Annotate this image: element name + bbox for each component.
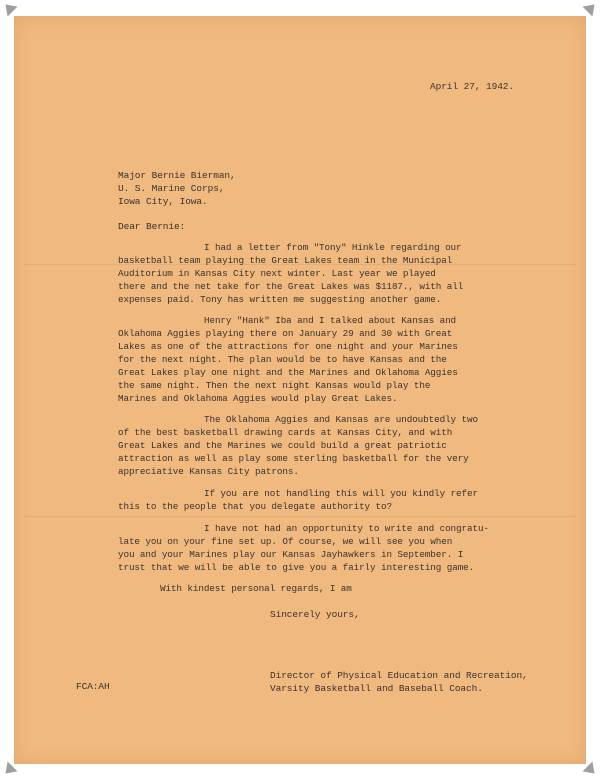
paragraph-line: Great Lakes play one night and the Marines and Oklahoma Aggies	[118, 367, 458, 378]
paper-fold	[24, 516, 576, 517]
letter-date: April 27, 1942.	[430, 81, 515, 92]
paragraph-line: Lakes as one of the attractions for one night and your Marines	[118, 341, 458, 352]
paragraph-line: this to the people that you delegate authority to?	[118, 501, 392, 512]
paragraph-line: I had a letter from "Tony" Hinkle regarding our	[204, 242, 462, 253]
paragraph-line: attraction as well as play some sterling basketball for the very	[118, 453, 469, 464]
crop-mark-top-right-icon	[583, 0, 600, 16]
letter-paper	[14, 16, 586, 764]
paragraph-line: there and the net take for the Great Lakes was $1187., with all	[118, 281, 464, 292]
paragraph-line: Oklahoma Aggies playing there on January 29 and 30 with Great	[118, 328, 453, 339]
paragraph-line: late you on your fine set up. Of course, we will see you when	[118, 536, 453, 547]
paragraph-line: Great Lakes and the Marines we could build a great patriotic	[118, 440, 447, 451]
paragraph-line: If you are not handling this will you kindly refer	[204, 488, 478, 499]
crop-mark-top-left-icon	[1, 0, 18, 16]
paragraph-line: expenses paid. Tony has written me suggesting another game.	[118, 294, 442, 305]
typist-initials: FCA:AH	[76, 681, 110, 692]
recipient-line: Major Bernie Bierman,	[118, 170, 236, 181]
recipient-line: U. S. Marine Corps,	[118, 183, 225, 194]
paragraph-line: Marines and Oklahoma Aggies would play Great Lakes.	[118, 393, 398, 404]
recipient-line: Iowa City, Iowa.	[118, 196, 208, 207]
paragraph-line: the same night. Then the next night Kansas would play the	[118, 380, 431, 391]
salutation: Dear Bernie:	[118, 221, 186, 232]
paragraph-line: you and your Marines play our Kansas Jayhawkers in September. I	[118, 549, 464, 560]
paragraph-line: I have not had an opportunity to write and congratu-	[204, 523, 489, 534]
paragraph-line: With kindest personal regards, I am	[160, 583, 352, 594]
signature-title-line: Director of Physical Education and Recreation,	[270, 670, 528, 681]
paragraph-line: basketball team playing the Great Lakes team in the Municipal	[118, 255, 453, 266]
paragraph-line: trust that we will be able to give you a fairly interesting game.	[118, 562, 475, 573]
signature-title-line: Varsity Basketball and Baseball Coach.	[270, 683, 483, 694]
closing: Sincerely yours,	[270, 609, 360, 620]
crop-mark-bottom-left-icon	[1, 762, 18, 779]
paragraph-line: appreciative Kansas City patrons.	[118, 466, 299, 477]
paragraph-line: The Oklahoma Aggies and Kansas are undoubtedly two	[204, 414, 478, 425]
paragraph-line: of the best basketball drawing cards at Kansas City, and with	[118, 427, 453, 438]
paragraph-line: for the next night. The plan would be to have Kansas and the	[118, 354, 447, 365]
paragraph-line: Auditorium in Kansas City next winter. Last year we played	[118, 268, 436, 279]
paragraph-line: Henry "Hank" Iba and I talked about Kansas and	[204, 315, 457, 326]
crop-mark-bottom-right-icon	[583, 762, 600, 779]
